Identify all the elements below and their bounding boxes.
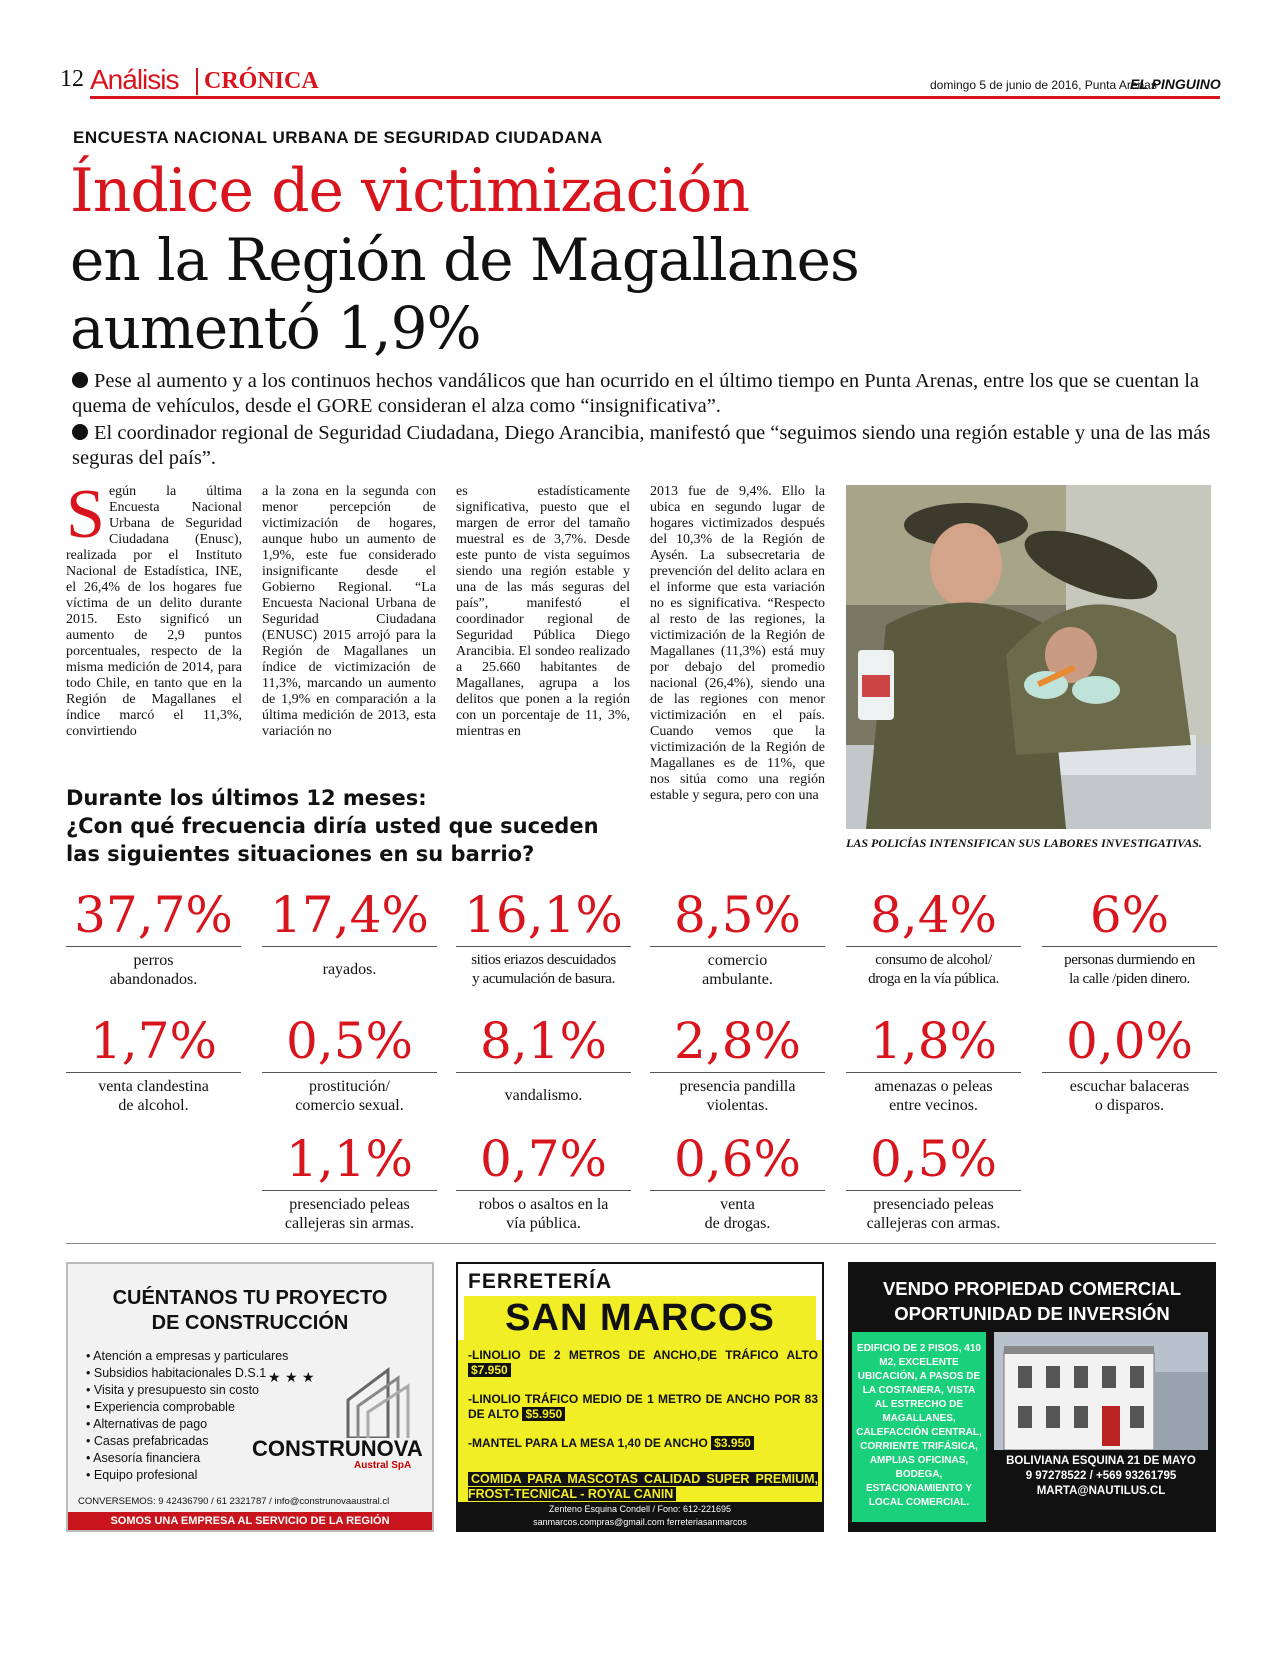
summary-bullet-1: Pese al aumento y a los continuos hechos vandálicos que han ocurrido en el último tiempo en Punta Arenas, entre los que se cuentan la quema de vehículos, desde el GORE consideran el alza como “insignificativa”. — [72, 370, 1199, 417]
survey-question: Durante los últimos 12 meses: ¿Con qué frecuencia diría usted que suceden las siguientes situaciones en su barrio? — [66, 786, 599, 866]
construnova-tagline: SOMOS UNA EMPRESA AL SERVICIO DE LA REGIÓN — [68, 1512, 432, 1530]
stat-label: consumo de alcohol/ droga en la vía pública. — [868, 952, 999, 987]
stat-item — [262, 1130, 437, 1233]
newspaper-name: EL PINGUINO — [1130, 76, 1221, 92]
bullet-icon — [72, 372, 88, 388]
stat-value: 8,5% — [673, 886, 802, 944]
stat-value: 8,1% — [479, 1012, 608, 1070]
article-photo — [846, 485, 1211, 829]
stat-item — [846, 886, 1021, 989]
article-column-3: es estadísticamente significativa, puesto que el margen de error del tamaño muestral es de 3,7%. Desde este punto de vista seguimos siendo una región estable y una de las más seguras del país”, manifestó el coordinador regional de Seguridad Pública Diego Arancibia. El sondeo realizado a 25.660 habitantes de Magallanes, agrupa a los delitos que ponen a la región con un porcentaje de 11, 3%, mientras en — [456, 484, 630, 739]
summary-bullet-2: El coordinador regional de Seguridad Ciudadana, Diego Arancibia, manifestó que “seguimos siendo una región estable y una de las más seguras del país”. — [72, 422, 1211, 469]
price-badge: $5.950 — [522, 1407, 565, 1421]
stat-label: venta de drogas. — [704, 1196, 771, 1232]
stat-item — [262, 1012, 437, 1115]
article-column-4: 2013 fue de 9,4%. Ello la ubica en segundo lugar de hogares victimizados después del 10,3% de la Región de Aysén. La subsecretaria de prevención del delito aclara en el informe que esta variación no es significativa. “Respecto al resto de las regiones, la victimización de la Región de Magallanes (11,3%) está muy por debajo del promedio nacional (26,4%), siendo una de las regiones con menor victimización en el país. Cuando vemos que la victimización de la Región de Magallanes es de 11%, que nos sitúa como una región estable y segura, pero con una — [650, 484, 825, 803]
stat-label: personas durmiendo en la calle /piden dinero. — [1064, 952, 1195, 987]
ferreteria-label: FERRETERÍA — [468, 1270, 613, 1293]
stat-value: 37,7% — [74, 886, 233, 944]
san-marcos-contact: Zenteno Esquina Condell / Fono: 612-221695 sanmarcos.compras@gmail.com ferreteriasanmarcos — [458, 1502, 822, 1530]
offer-item-1: -LINOLIO DE 2 METROS DE ANCHO,DE TRÁFICO ALTO $7.950 — [468, 1348, 818, 1377]
stat-rule — [846, 946, 1021, 947]
construnova-heading: CUÉNTANOS TU PROYECTO DE CONSTRUCCIÓN — [112, 1287, 388, 1334]
stat-value: 16,1% — [464, 886, 623, 944]
list-item: • Alternativas de pago — [86, 1417, 208, 1431]
headline-line-2: en la Región de Magallanes — [70, 226, 859, 294]
stat-rule — [650, 1072, 825, 1073]
header-rule — [90, 96, 1220, 99]
stat-item — [1042, 886, 1217, 989]
stat-label: sitios eriazos descuidados y acumulación de basura. — [471, 952, 616, 987]
stat-label: vandalismo. — [504, 1087, 583, 1104]
stat-label: rayados. — [322, 961, 377, 978]
article-column-2: a la zona en la segunda con menor percepción de victimización de hogares, aunque hubo un aumento de 1,9%, este fue considerado insignificante desde el Gobierno Regional. “La Encuesta Nacional Urbana de Seguridad Ciudadana (ENUSC) 2015 arrojó para la Región de Magallanes un índice de victimización de 11,3%, marcando un aumento de 1,9% en comparación a la última medición de 2013, esta variación no — [262, 484, 436, 739]
section-name: Análisis — [90, 64, 179, 95]
price-badge: $3.950 — [711, 1436, 754, 1450]
property-photo — [994, 1332, 1208, 1450]
offer-item-3: -MANTEL PARA LA MESA 1,40 DE ANCHO $3.950 — [468, 1436, 818, 1451]
stat-rule — [66, 946, 241, 947]
stat-rule — [846, 1190, 1021, 1191]
building-image — [994, 1332, 1208, 1450]
headline-line-1: Índice de victimización — [70, 156, 750, 226]
article-column-1: Según la última Encuesta Nacional Urbana de Seguridad Ciudadana (Enusc), realizada por el Instituto Nacional de Estadística, INE, el 26,4% de los hogares fue víctima de un delito durante 2015. Esto significó un aumento de 2,9 puntos porcentuales, respecto de la misma medición de 2014, para todo Chile, en tanto que en la Región de Magallanes el índice marcó el 11,3%, convirtiendo — [66, 484, 242, 739]
san-marcos-name: SAN MARCOS — [464, 1296, 816, 1340]
list-item: • Subsidios habitacionales D.S.1 — [86, 1366, 267, 1380]
property-ad[interactable] — [848, 1262, 1216, 1532]
stat-item — [846, 1012, 1021, 1115]
stat-rule — [846, 1072, 1021, 1073]
construnova-services-list — [86, 1348, 288, 1484]
police-officers-image — [846, 485, 1211, 829]
offer-item-2: -LINOLIO TRÁFICO MEDIO DE 1 METRO DE ANCHO POR 83 DE ALTO $5.950 — [468, 1392, 818, 1421]
stat-rule — [456, 946, 631, 947]
article-kicker: ENCUESTA NACIONAL URBANA DE SEGURIDAD CIUDADANA — [73, 128, 603, 147]
list-item: • Atención a empresas y particulares — [86, 1349, 289, 1363]
pet-food-promo: COMIDA PARA MASCOTAS CALIDAD SUPER PREMIUM, FROST-TECNICAL - ROYAL CANIN — [468, 1472, 818, 1501]
stat-value: 0,5% — [285, 1012, 414, 1070]
stat-label: perros abandonados. — [109, 952, 198, 988]
stat-item — [650, 886, 825, 989]
stat-label: robos o asaltos en la vía pública. — [478, 1196, 609, 1232]
price-badge: $7.950 — [468, 1363, 511, 1377]
stat-item — [846, 1130, 1021, 1233]
stat-rule — [262, 946, 437, 947]
property-contact: BOLIVIANA ESQUINA 21 DE MAYO 9 97278522 / +569 93261795 MARTA@NAUTILUS.CL — [1006, 1455, 1196, 1497]
stat-rule — [456, 1072, 631, 1073]
stat-rule — [650, 1190, 825, 1191]
stat-value: 17,4% — [270, 886, 429, 944]
stat-rule — [456, 1190, 631, 1191]
star-icon: ★ ★ ★ — [268, 1370, 315, 1386]
stat-value: 1,7% — [89, 1012, 218, 1070]
stat-item — [650, 1130, 825, 1233]
stat-item — [1042, 1012, 1217, 1115]
stat-value: 0,5% — [869, 1130, 998, 1188]
stat-rule — [66, 1072, 241, 1073]
stat-item — [456, 1130, 631, 1233]
headline-line-3: aumentó 1,9% — [70, 294, 481, 362]
list-item: • Visita y presupuesto sin costo — [86, 1383, 259, 1397]
stat-value: 6% — [1089, 886, 1170, 944]
stat-label: amenazas o peleas entre vecinos. — [874, 1078, 993, 1114]
stat-value: 1,1% — [285, 1130, 414, 1188]
subsection-name: CRÓNICA — [196, 68, 319, 95]
stat-value: 1,8% — [869, 1012, 998, 1070]
construnova-contact: CONVERSEMOS: 9 42436790 / 61 2321787 / info@construnovaaustral.cl — [78, 1496, 390, 1507]
list-item: • Equipo profesional — [86, 1468, 198, 1482]
construnova-brand: CONSTRUNOVA — [252, 1436, 423, 1461]
stat-item — [650, 1012, 825, 1115]
stat-item — [262, 886, 437, 979]
stat-label: presenciado peleas callejeras sin armas. — [284, 1196, 415, 1232]
building-logo-icon — [338, 1360, 428, 1438]
stat-item — [456, 886, 631, 989]
drop-cap: S — [66, 484, 105, 553]
list-item: • Casas prefabricadas — [86, 1434, 209, 1448]
stat-rule — [1042, 946, 1217, 947]
stat-value: 0,6% — [673, 1130, 802, 1188]
stat-rule — [262, 1190, 437, 1191]
list-item: • Experiencia comprobable — [86, 1400, 235, 1414]
section-divider — [66, 1243, 1216, 1244]
stat-value: 0,7% — [479, 1130, 608, 1188]
stat-label: comercio ambulante. — [702, 952, 773, 988]
san-marcos-ad[interactable] — [456, 1262, 824, 1532]
stat-rule — [1042, 1072, 1217, 1073]
stat-value: 0,0% — [1065, 1012, 1194, 1070]
stat-rule — [650, 946, 825, 947]
stat-value: 8,4% — [869, 886, 998, 944]
page-number: 12 — [60, 66, 84, 92]
stat-item — [66, 886, 241, 989]
construnova-brand-sub: Austral SpA — [354, 1460, 412, 1471]
stat-label: presencia pandilla violentas. — [679, 1078, 796, 1114]
property-description: EDIFICIO DE 2 PISOS, 410 M2, EXCELENTE UBICACIÓN, A PASOS DE LA COSTANERA, VISTA AL ESTRECHO DE MAGALLANES, CALEFACCIÓN CENTRAL, CORRIENTE TRIFÁSICA, AMPLIAS OFICINAS, BODEGA, ESTACIONAMIENTO Y LOCAL COMERCIAL. — [852, 1332, 986, 1522]
stat-item — [66, 1012, 241, 1115]
stat-rule — [262, 1072, 437, 1073]
photo-caption: LAS POLICÍAS INTENSIFICAN SUS LABORES INVESTIGATIVAS. — [846, 836, 1202, 850]
stat-item — [456, 1012, 631, 1105]
list-item: • Asesoría financiera — [86, 1451, 201, 1465]
construnova-ad[interactable] — [66, 1262, 434, 1532]
bullet-icon — [72, 424, 88, 440]
issue-date: domingo 5 de junio de 2016, Punta Arenas — [930, 78, 1157, 92]
stat-label: prostitución/ comercio sexual. — [295, 1078, 404, 1114]
property-heading: VENDO PROPIEDAD COMERCIAL OPORTUNIDAD DE INVERSIÓN — [882, 1278, 1182, 1324]
stat-label: presenciado peleas callejeras con armas. — [866, 1196, 1001, 1232]
stat-value: 2,8% — [673, 1012, 802, 1070]
stat-label: escuchar balaceras o disparos. — [1069, 1078, 1190, 1114]
stat-label: venta clandestina de alcohol. — [98, 1078, 209, 1114]
